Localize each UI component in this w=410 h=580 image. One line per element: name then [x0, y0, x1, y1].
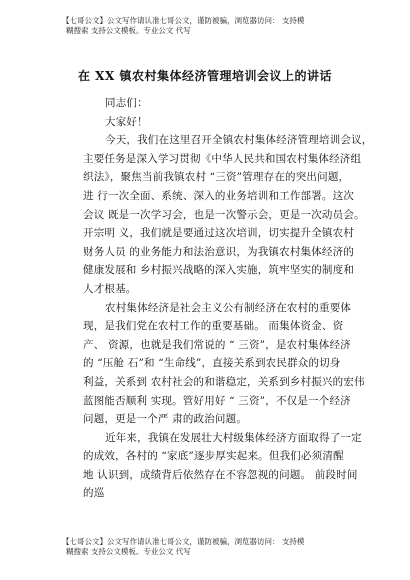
body-text-line: 的巡 — [83, 487, 105, 500]
page-footer — [62, 537, 362, 557]
body-text-line: 大家好！ — [105, 115, 148, 128]
body-text-line: 现，是我们党在农村工作的重要基础。 而集体资金、资 — [83, 320, 344, 333]
body-text-line: 同志们： — [105, 97, 148, 109]
body-text-line: 地 认识到，成绩背后依然存在不容忽视的问题。 前段时间 — [83, 468, 358, 481]
footer-line-2: 糊搜索 支持公文模板。专业公文 代写 — [66, 547, 191, 556]
body-text-line: 财务人员 的业务能力和法治意识，为我镇农村集体经济的 — [83, 245, 355, 258]
body-text-line: 蓝图能否顺利 实现。管好用好 “ 三资”，不仅是一个经济 — [83, 394, 351, 407]
body-text-line: 利益，关系到 农村社会的和谐稳定，关系到乡村振兴的宏伟 — [83, 375, 365, 388]
body-text-line: 主要任务是深入学习贯彻《中华人民共和国农村集体经济组 — [83, 152, 362, 165]
body-text-line: 织法》，聚焦当前我镇农村 “三资”管理存在的突出问题， — [83, 171, 350, 184]
header-line-2: 糊搜索 支持公文模板。专业公文 代写 — [66, 26, 191, 35]
body-text-line: 近年来，我镇在发展壮大村级集体经济方面取得了一定 — [105, 431, 362, 444]
body-text-line: 的 “压舱 石”和 “生命线”，直接关系到农民群众的切身 — [83, 357, 341, 370]
footer-line-1: 【七哥公文】公文写作请认准七哥公文，谨防被骗，浏览器访问： 支持模 — [62, 537, 305, 546]
body-text-line: 今天，我们在这里召开全镇农村集体经济管理培训会议， — [105, 134, 373, 147]
body-text-line: 产、 资源，也就是我们常说的 “ 三资”，是农村集体经济 — [83, 338, 351, 351]
document-title: 在 XX 镇农村集体经济管理培训会议上的讲话 — [78, 69, 332, 83]
body-text-line: 健康发展和 乡村振兴战略的深入实施，筑牢坚实的制度和 — [83, 264, 355, 277]
body-text-line: 人才根基。 — [83, 282, 137, 295]
page-header — [62, 16, 362, 36]
body-text-line: 的成效，各村的 “家底”逐步厚实起来。但我们必须清醒 — [83, 450, 344, 463]
body-text-line: 农村集体经济是社会主义公有制经济在农村的重要体 — [105, 301, 352, 314]
header-line-1: 【七哥公文】公文写作请认准七哥公文，谨防被骗，浏览器访问： 支持模 — [62, 16, 305, 25]
body-text-line: 开宗明 义，我们就是要通过这次培训，切实提升全镇农村 — [83, 227, 355, 240]
body-text-line: 会议 既是一次学习会，也是一次警示会，更是一次动员会。 — [83, 208, 365, 221]
body-text-line: 进 行一次全面、系统、深入的业务培训和工作部署。这次 — [83, 189, 355, 202]
document-body — [83, 94, 373, 503]
body-text-line: 问题，更是一个严 肃的政治问题。 — [83, 413, 248, 426]
